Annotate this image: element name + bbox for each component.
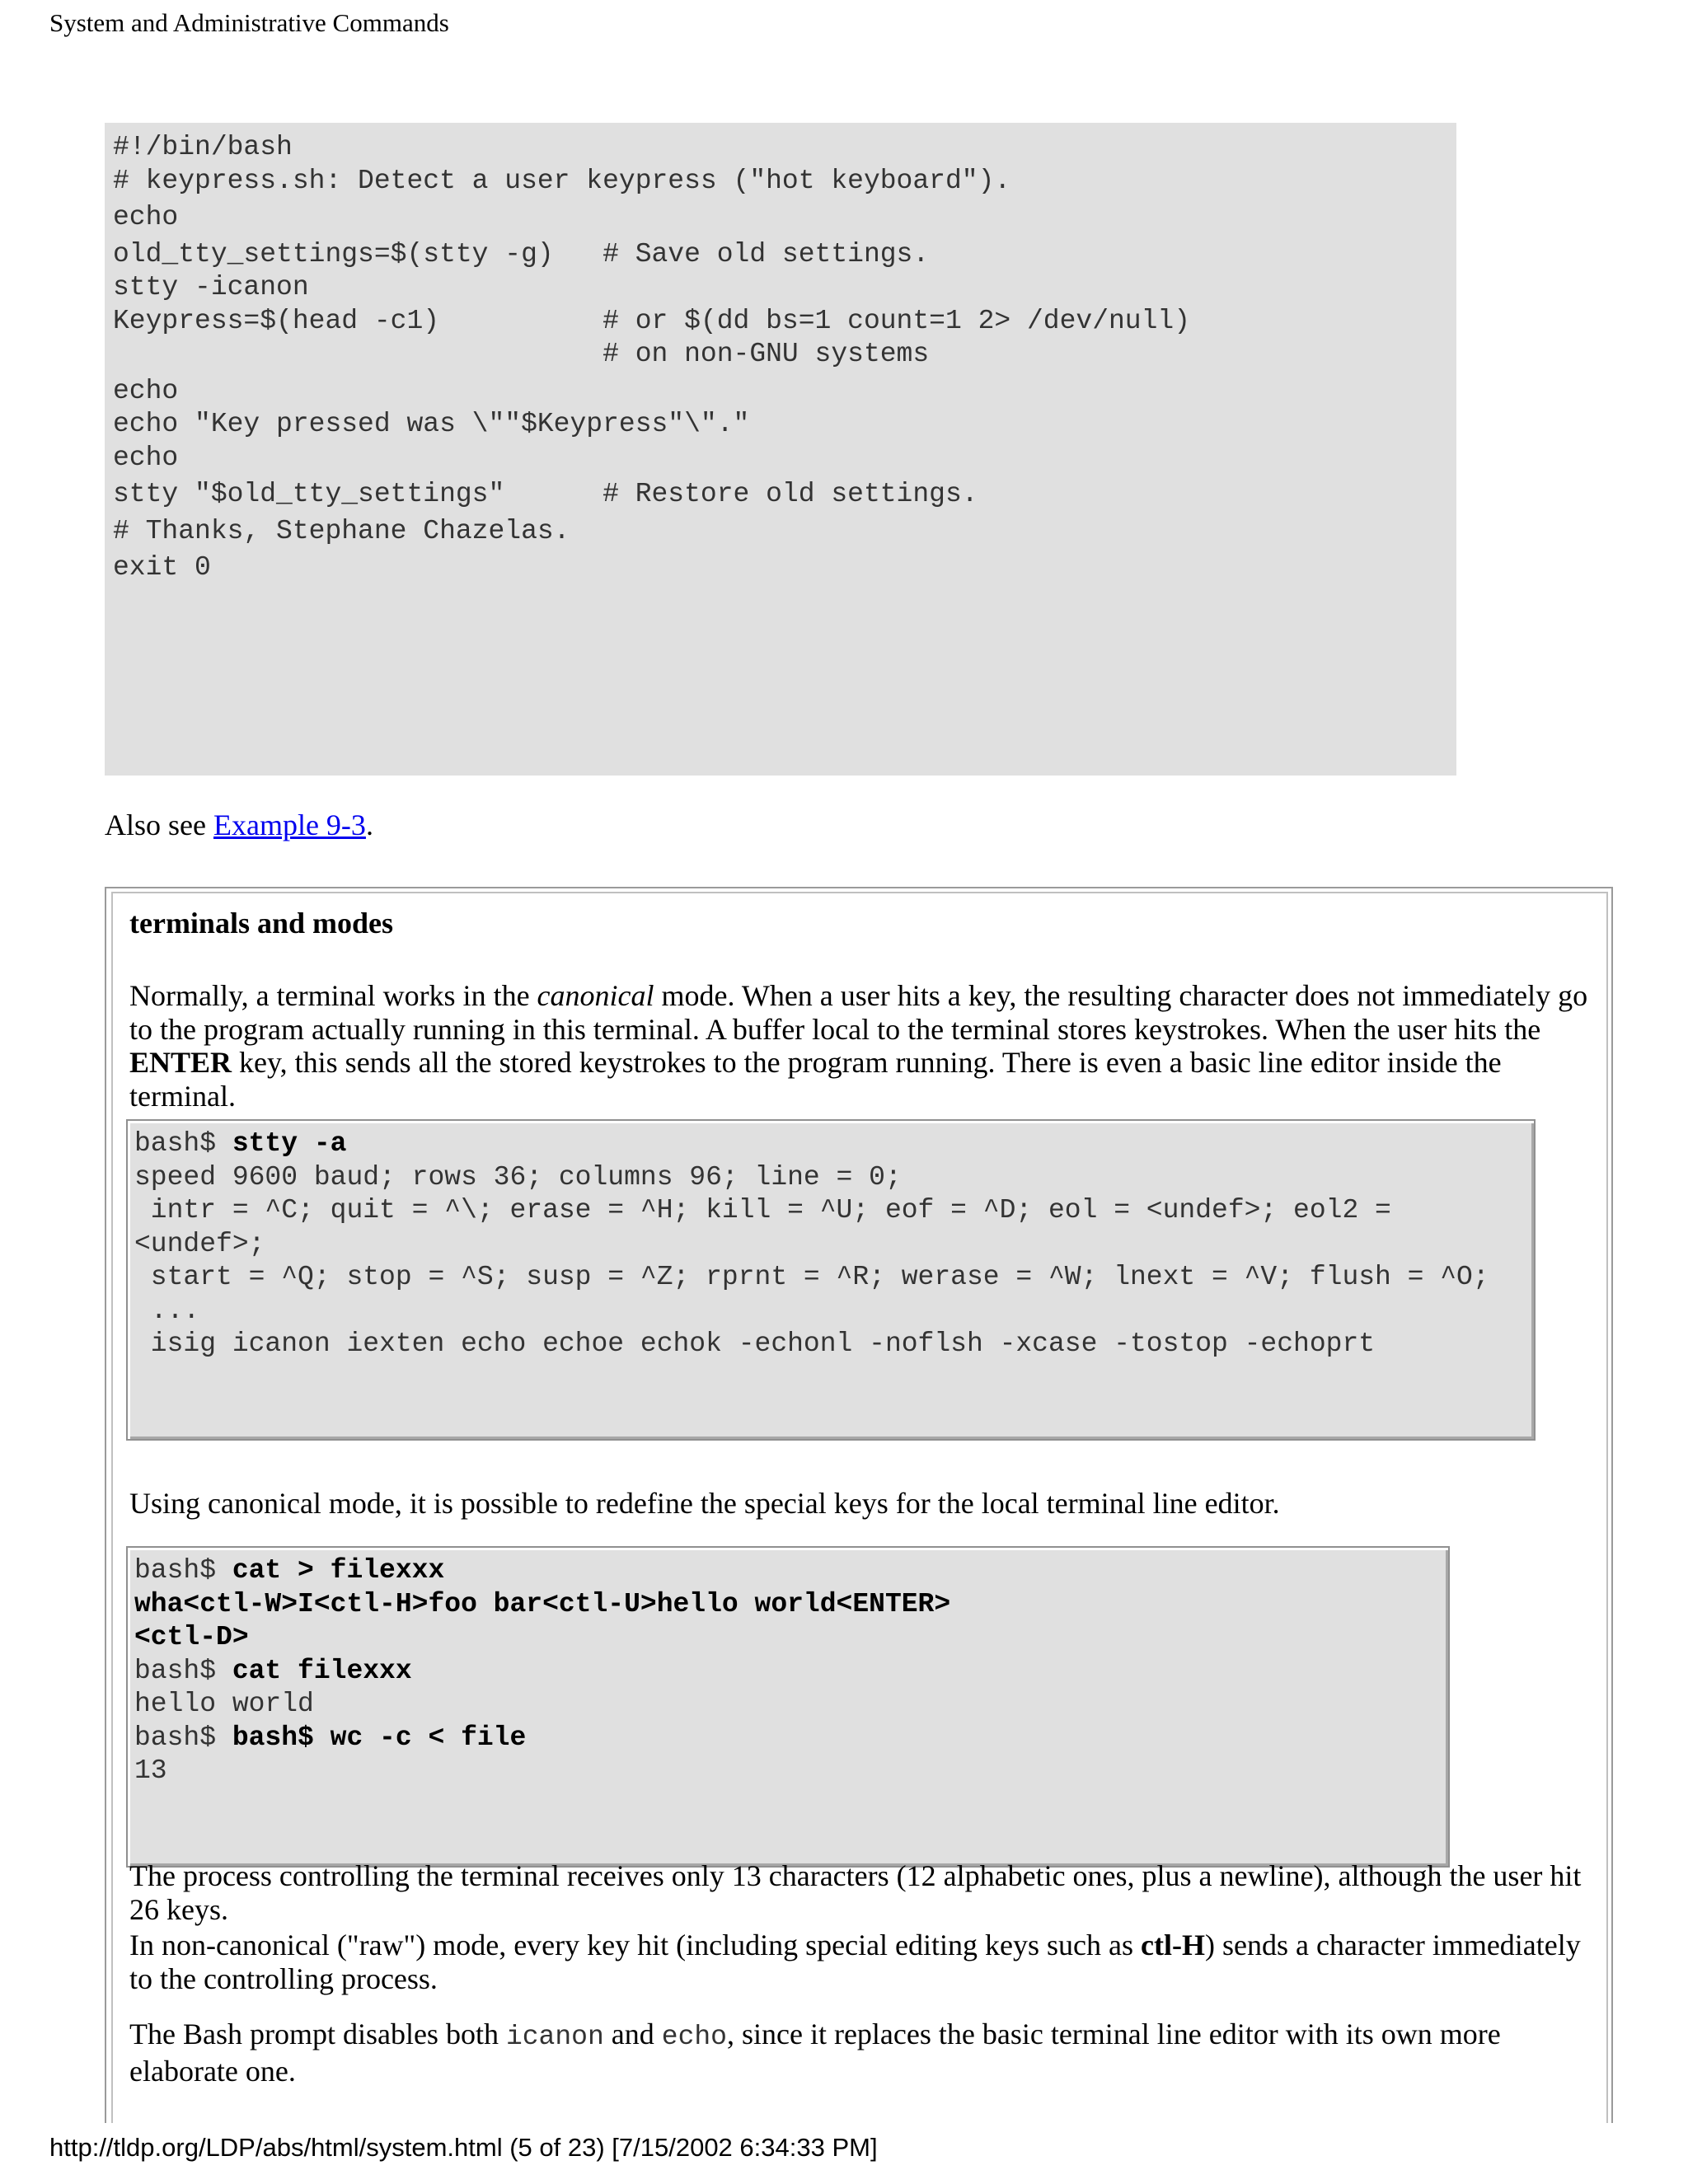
sidebar-title: terminals and modes	[129, 907, 394, 940]
p4-text-a: In non-canonical ("raw") mode, every key hit (including special editing keys such as	[129, 1929, 1142, 1961]
code-line: exit 0	[113, 552, 211, 583]
sidebar-paragraph-canonical	[129, 979, 1592, 1113]
screen-stty-output	[126, 1119, 1536, 1441]
screen1-text	[134, 1127, 1527, 1361]
page-footer-url: http://tldp.org/LDP/abs/html/system.html (5 of 23) [7/15/2002 6:34:33 PM]	[49, 2133, 878, 2162]
code-line: echo	[113, 442, 179, 473]
screen2-input-2: <ctl-D>	[134, 1622, 249, 1652]
screen1-prompt: bash$	[134, 1128, 232, 1159]
code-line: # keypress.sh: Detect a user keypress ("hot keyboard").	[113, 165, 1011, 196]
also-see-prefix: Also see	[105, 808, 213, 841]
p5-text-b: and	[603, 2018, 662, 2050]
screen1-output: speed 9600 baud; rows 36; columns 96; line = 0; intr = ^C; quit = ^\; erase = ^H; kill = ^U; eof = ^D; eol = <undef>; eol2 = <undef>; start = ^Q; stop = ^S; susp = ^Z; rprnt = ^R; werase = ^W; lnext = ^V; flush = ^O; ... isig icanon iexten echo echoe echok -echonl -noflsh -xcase -tostop -echoprt	[134, 1161, 1489, 1359]
sidebar-terminals-and-modes	[105, 887, 1613, 2123]
code-example-text	[113, 131, 1448, 585]
code-line: Keypress=$(head -c1) # or $(dd bs=1 count=1 2> /dev/null)	[113, 305, 1191, 336]
screen2-command-1: cat > filexxx	[232, 1555, 445, 1586]
sidebar-paragraph-bash-prompt	[129, 2018, 1592, 2088]
sidebar-paragraph-13-chars: The process controlling the terminal receives only 13 characters (12 alphabetic ones, plus a newline), although the user hit 26 keys.	[129, 1859, 1582, 1926]
p1-text-b: mode. When a user hits a key, the resulting character does not immediately go to the program actually running in this terminal. A buffer local to the terminal stores keystrokes. When the user hits the	[129, 979, 1588, 1046]
also-see-suffix: .	[365, 808, 373, 841]
page-header-title: System and Administrative Commands	[49, 8, 449, 37]
code-line: # on non-GNU systems	[113, 339, 930, 369]
p1-text-c: key, this sends all the stored keystrokes to the program running. There is even a basic line editor inside the terminal.	[129, 1046, 1502, 1113]
screen2-output-2: 13	[134, 1755, 167, 1786]
p5-text-a: The Bash prompt disables both	[129, 2018, 506, 2050]
p1-text-a: Normally, a terminal works in the	[129, 979, 537, 1012]
p5-code-icanon: icanon	[505, 2022, 604, 2052]
screen-cat-filexxx	[126, 1546, 1450, 1868]
screen2-prompt-3: bash$	[134, 1722, 232, 1753]
p1-emphasis: canonical	[537, 979, 654, 1012]
p4-strong-ctl-h: ctl-H	[1141, 1929, 1205, 1961]
code-line: echo	[113, 202, 179, 232]
sidebar-paragraph-raw-mode	[129, 1929, 1592, 1995]
p5-text-c: , since it replaces the basic terminal line editor with its own more elaborate one.	[129, 2018, 1501, 2088]
screen2-command-2: cat filexxx	[232, 1655, 412, 1686]
screen2-prompt-1: bash$	[134, 1555, 232, 1586]
code-line: echo	[113, 375, 179, 406]
screen1-command: stty -a	[232, 1128, 347, 1159]
screen2-text	[134, 1554, 1442, 1788]
sidebar-paragraph-redefine: Using canonical mode, it is possible to redefine the special keys for the local terminal line editor.	[129, 1487, 1280, 1520]
example-9-3-link[interactable]: Example 9-3	[213, 808, 366, 841]
p4-text-b: ) sends a character immediately to the controlling process.	[129, 1929, 1581, 1995]
code-line: stty -icanon	[113, 272, 309, 302]
code-line: stty "$old_tty_settings" # Restore old settings.	[113, 479, 978, 509]
code-line: # Thanks, Stephane Chazelas.	[113, 515, 570, 546]
screen2-prompt-2: bash$	[134, 1655, 232, 1686]
p1-strong-enter: ENTER	[129, 1046, 232, 1079]
screen2-input-1: wha<ctl-W>I<ctl-H>foo bar<ctl-U>hello world<ENTER>	[134, 1588, 951, 1619]
code-line: echo "Key pressed was \""$Keypress"\"."	[113, 409, 750, 439]
code-line: #!/bin/bash	[113, 132, 293, 162]
screen2-command-3: bash$ wc -c < file	[232, 1722, 527, 1753]
also-see-paragraph	[105, 808, 373, 842]
code-example-keypress	[105, 123, 1456, 776]
screen2-output-1: hello world	[134, 1689, 314, 1719]
code-line: old_tty_settings=$(stty -g) # Save old settings.	[113, 238, 930, 269]
sidebar-inner-frame	[111, 892, 1608, 2123]
p5-code-echo: echo	[661, 2022, 727, 2052]
